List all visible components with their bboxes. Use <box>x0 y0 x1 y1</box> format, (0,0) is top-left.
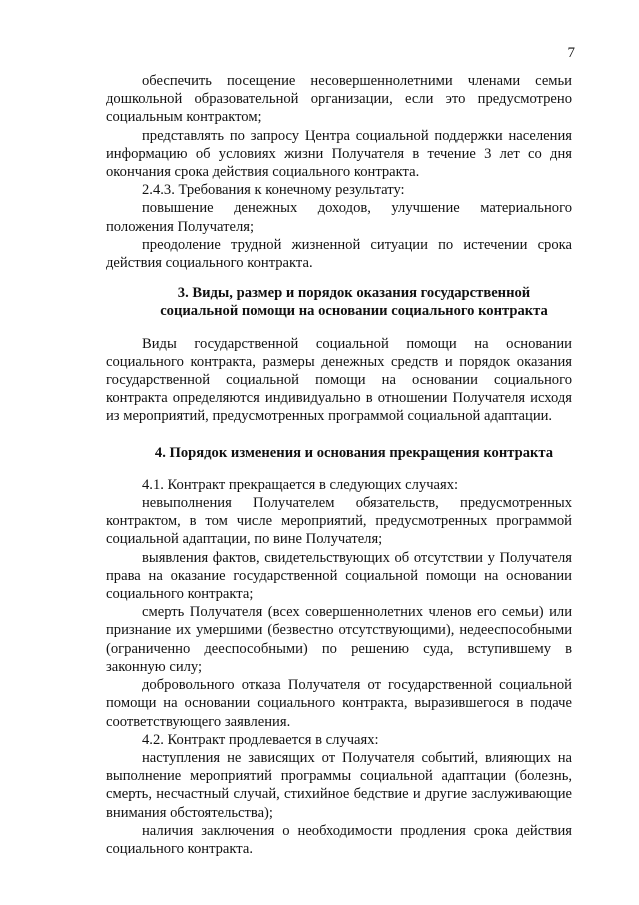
paragraph: невыполнения Получателем обязательств, предусмотренных контрактом, в том числе мероприятий, предусмотренных программой социальной адаптации, по вине Получателя; <box>106 495 572 548</box>
paragraph: преодоление трудной жизненной ситуации по истечении срока действия социального контракта. <box>106 236 572 272</box>
section-3-paragraph: Виды государственной социальной помощи на основании социального контракта, размеры денежных средств и порядок оказания государственной социальной помощи на основании социального контракта определяются индивидуально в отношении Получателя исходя из мероприятий, предусмотренных программой социальной адаптации. <box>106 335 572 425</box>
section-3-heading-line-1: 3. Виды, размер и порядок оказания государственной <box>177 285 531 302</box>
section-4-body <box>106 476 572 858</box>
paragraph: обеспечить посещение несовершеннолетними членами семьи дошкольной образовательной организации, если это предусмотрено социальным контрактом; <box>106 73 572 126</box>
section-3-heading-line-2: социальной помощи на основании социального контракта <box>160 303 548 320</box>
section-4-heading: 4. Порядок изменения и основания прекращения контракта <box>154 444 554 461</box>
paragraph: представлять по запросу Центра социальной поддержки населения информацию об условиях жизни Получателя в течение 3 лет со дня окончания срока действия социального контракта. <box>106 127 572 181</box>
paragraph: смерть Получателя (всех совершеннолетних членов его семьи) или признание их умершими (безвестно отсутствующими), недееспособными (ограниченно дееспособными) по решению суда, вступившему в законную силу; <box>106 604 572 675</box>
section-3-heading <box>106 284 572 320</box>
paragraph: повышение денежных доходов, улучшение материального положения Получателя; <box>106 200 572 235</box>
paragraph: 4.1. Контракт прекращается в следующих случаях: <box>142 476 459 493</box>
paragraph: выявления фактов, свидетельствующих об отсутствии у Получателя права на оказание государственной социальной помощи на основании социального контракта; <box>106 549 572 603</box>
paragraph: 4.2. Контракт продлевается в случаях: <box>142 731 379 748</box>
document-body <box>106 72 572 858</box>
obligations-continuation <box>106 72 572 272</box>
paragraph: наличия заключения о необходимости продления срока действия социального контракта. <box>106 822 572 857</box>
paragraph: 2.4.3. Требования к конечному результату: <box>142 182 405 199</box>
paragraph: наступления не зависящих от Получателя событий, влияющих на выполнение мероприятий программы социальной адаптации (болезнь, смерть, несчастный случай, стихийное бедствие и другие заслуживающие внимания обстоятельства); <box>106 749 572 821</box>
page-number: 7 <box>567 45 575 61</box>
paragraph: добровольного отказа Получателя от государственной социальной помощи на основании социального контракта, выразившегося в подаче соответствующего заявления. <box>106 677 572 730</box>
